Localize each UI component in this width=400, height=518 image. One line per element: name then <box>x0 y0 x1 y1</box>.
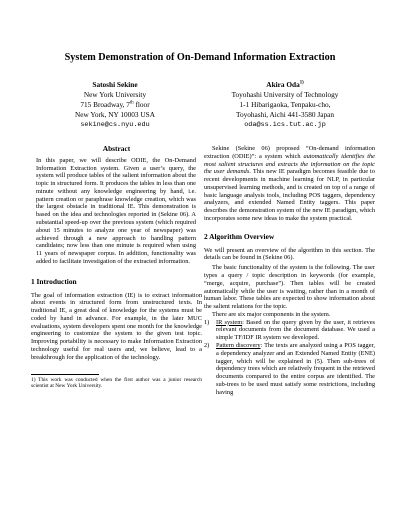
left-column <box>31 145 202 390</box>
author-2-address-line1: 1-1 Hibarigaoka, Tenpaku-cho, <box>239 100 331 110</box>
author-1-address-line2: New York, NY 10003 USA <box>74 110 155 120</box>
author-1-affiliation: New York University <box>83 90 147 100</box>
author-1-block <box>30 80 200 130</box>
author-2-affiliation: Toyohashi University of Technology <box>231 90 339 100</box>
author-2-block <box>200 80 370 130</box>
author-1-address-line1: 715 Broadway, 7th floor <box>80 100 150 110</box>
section-1-text: The goal of information extraction (IE) is to extract information about events in structured form from unstructured texts. In traditional IE, a great deal of knowledge for the systems must be coded by hand in advance. For example, in the later MUC evaluations, system developers spent one month for the knowledge engineering to customize the system to the given test topic. Improving portability is necessary to make Information Extraction technology useful for real users and, we believe, lead to a breakthrough for the application of the technology. <box>31 291 202 361</box>
right-column <box>204 145 375 396</box>
author-1-email: sekine@cs.nyu.edu <box>80 121 150 130</box>
abstract-body <box>31 157 202 266</box>
section-2-paragraph-1: We will present an overview of the algorithm in this section. The details can be found in (Sekine 06). <box>204 246 375 262</box>
author-2-address-line2: Toyohashi, Aichi 441-3580 Japan <box>236 110 334 120</box>
section-2-paragraph-2: The basic functionality of the system is the following. The user types a query / topic description in keywords (for example, “merge, acquire, purchase”). Then tables will be created automatically while the user is waiting, rather than in a month of human labor. These tables are expected to show information about the salient relations for the topic. <box>204 264 375 311</box>
footnote-rule <box>31 374 99 375</box>
paper-title: System Demonstration of On-Demand Information Extraction <box>64 52 336 63</box>
section-1-heading: 1 Introduction <box>31 276 77 286</box>
author-2-email: oda@ss.ics.tut.ac.jp <box>244 121 326 130</box>
section-2-heading: 2 Algorithm Overview <box>204 231 275 241</box>
author-2-name: Akira Oda$^{1)}$ <box>266 80 304 89</box>
abstract-text: In this paper, we will describe ODIE, the On-Demand Information Extraction system. Given a user’s query, the system will produce tables of the salient information about the topic in structured form. It produces the tables in less than one minute without any knowledge engineering by hand, i.e. pattern creation or paraphrase knowledge creation, which was the largest obstacle in traditional IE. This demonstration is based on the idea and technologies reported in (Sekine 06). A substantial speed-up over the previous system (which required about 15 minutes to analyze one year of newspaper) was achieved through a new approach to handling pattern candidates; now less than one minute is required when using 11 years of newspaper corpus. In addition, functionality was added to facilitate investigation of the extracted information. <box>36 156 196 265</box>
component-list-item: 2) Pattern discovery: The texts are analyzed using a POS tagger, a dependency analyzer and an Extended Named Entity (ENE) tagger, which will be explained in (5). Then sub-trees of dependency trees which are relatively frequent in the retrieved documents compared to the entire corpus are identified. The sub-trees to be used must satisfy some restrictions, including having <box>204 341 375 396</box>
author-1-name: Satoshi Sekine <box>92 80 138 89</box>
footnote: 1) This work was conducted when the first author was a junior research scientist at New York University. <box>31 376 202 390</box>
abstract-heading: Abstract <box>102 144 131 153</box>
intro-paragraph-1: Sekine (Sekine 06) proposed “On-demand information extraction (ODIE)”: a system which automatically identifies the most salient structures and extracts the information on the topic the user demands. This new IE paradigm becomes feasible due to recent developments in machine learning for NLP, in particular unsupervised learning methods, and is created on top of a range of basic language analysis tools, including POS taggers, dependency analyzers, and extended Named Entity taggers. This paper describes the demonstration system of the new IE paradigm, which incorporates some new ideas to make the system practical. <box>204 145 375 223</box>
section-2-paragraph-3: There are six major components in the system. <box>212 310 331 318</box>
component-list-item: 1) IR system: Based on the query given by the user, it retrieves relevant documents from the document database. We used a simple TF/IDF IR system we developed. <box>204 318 375 342</box>
